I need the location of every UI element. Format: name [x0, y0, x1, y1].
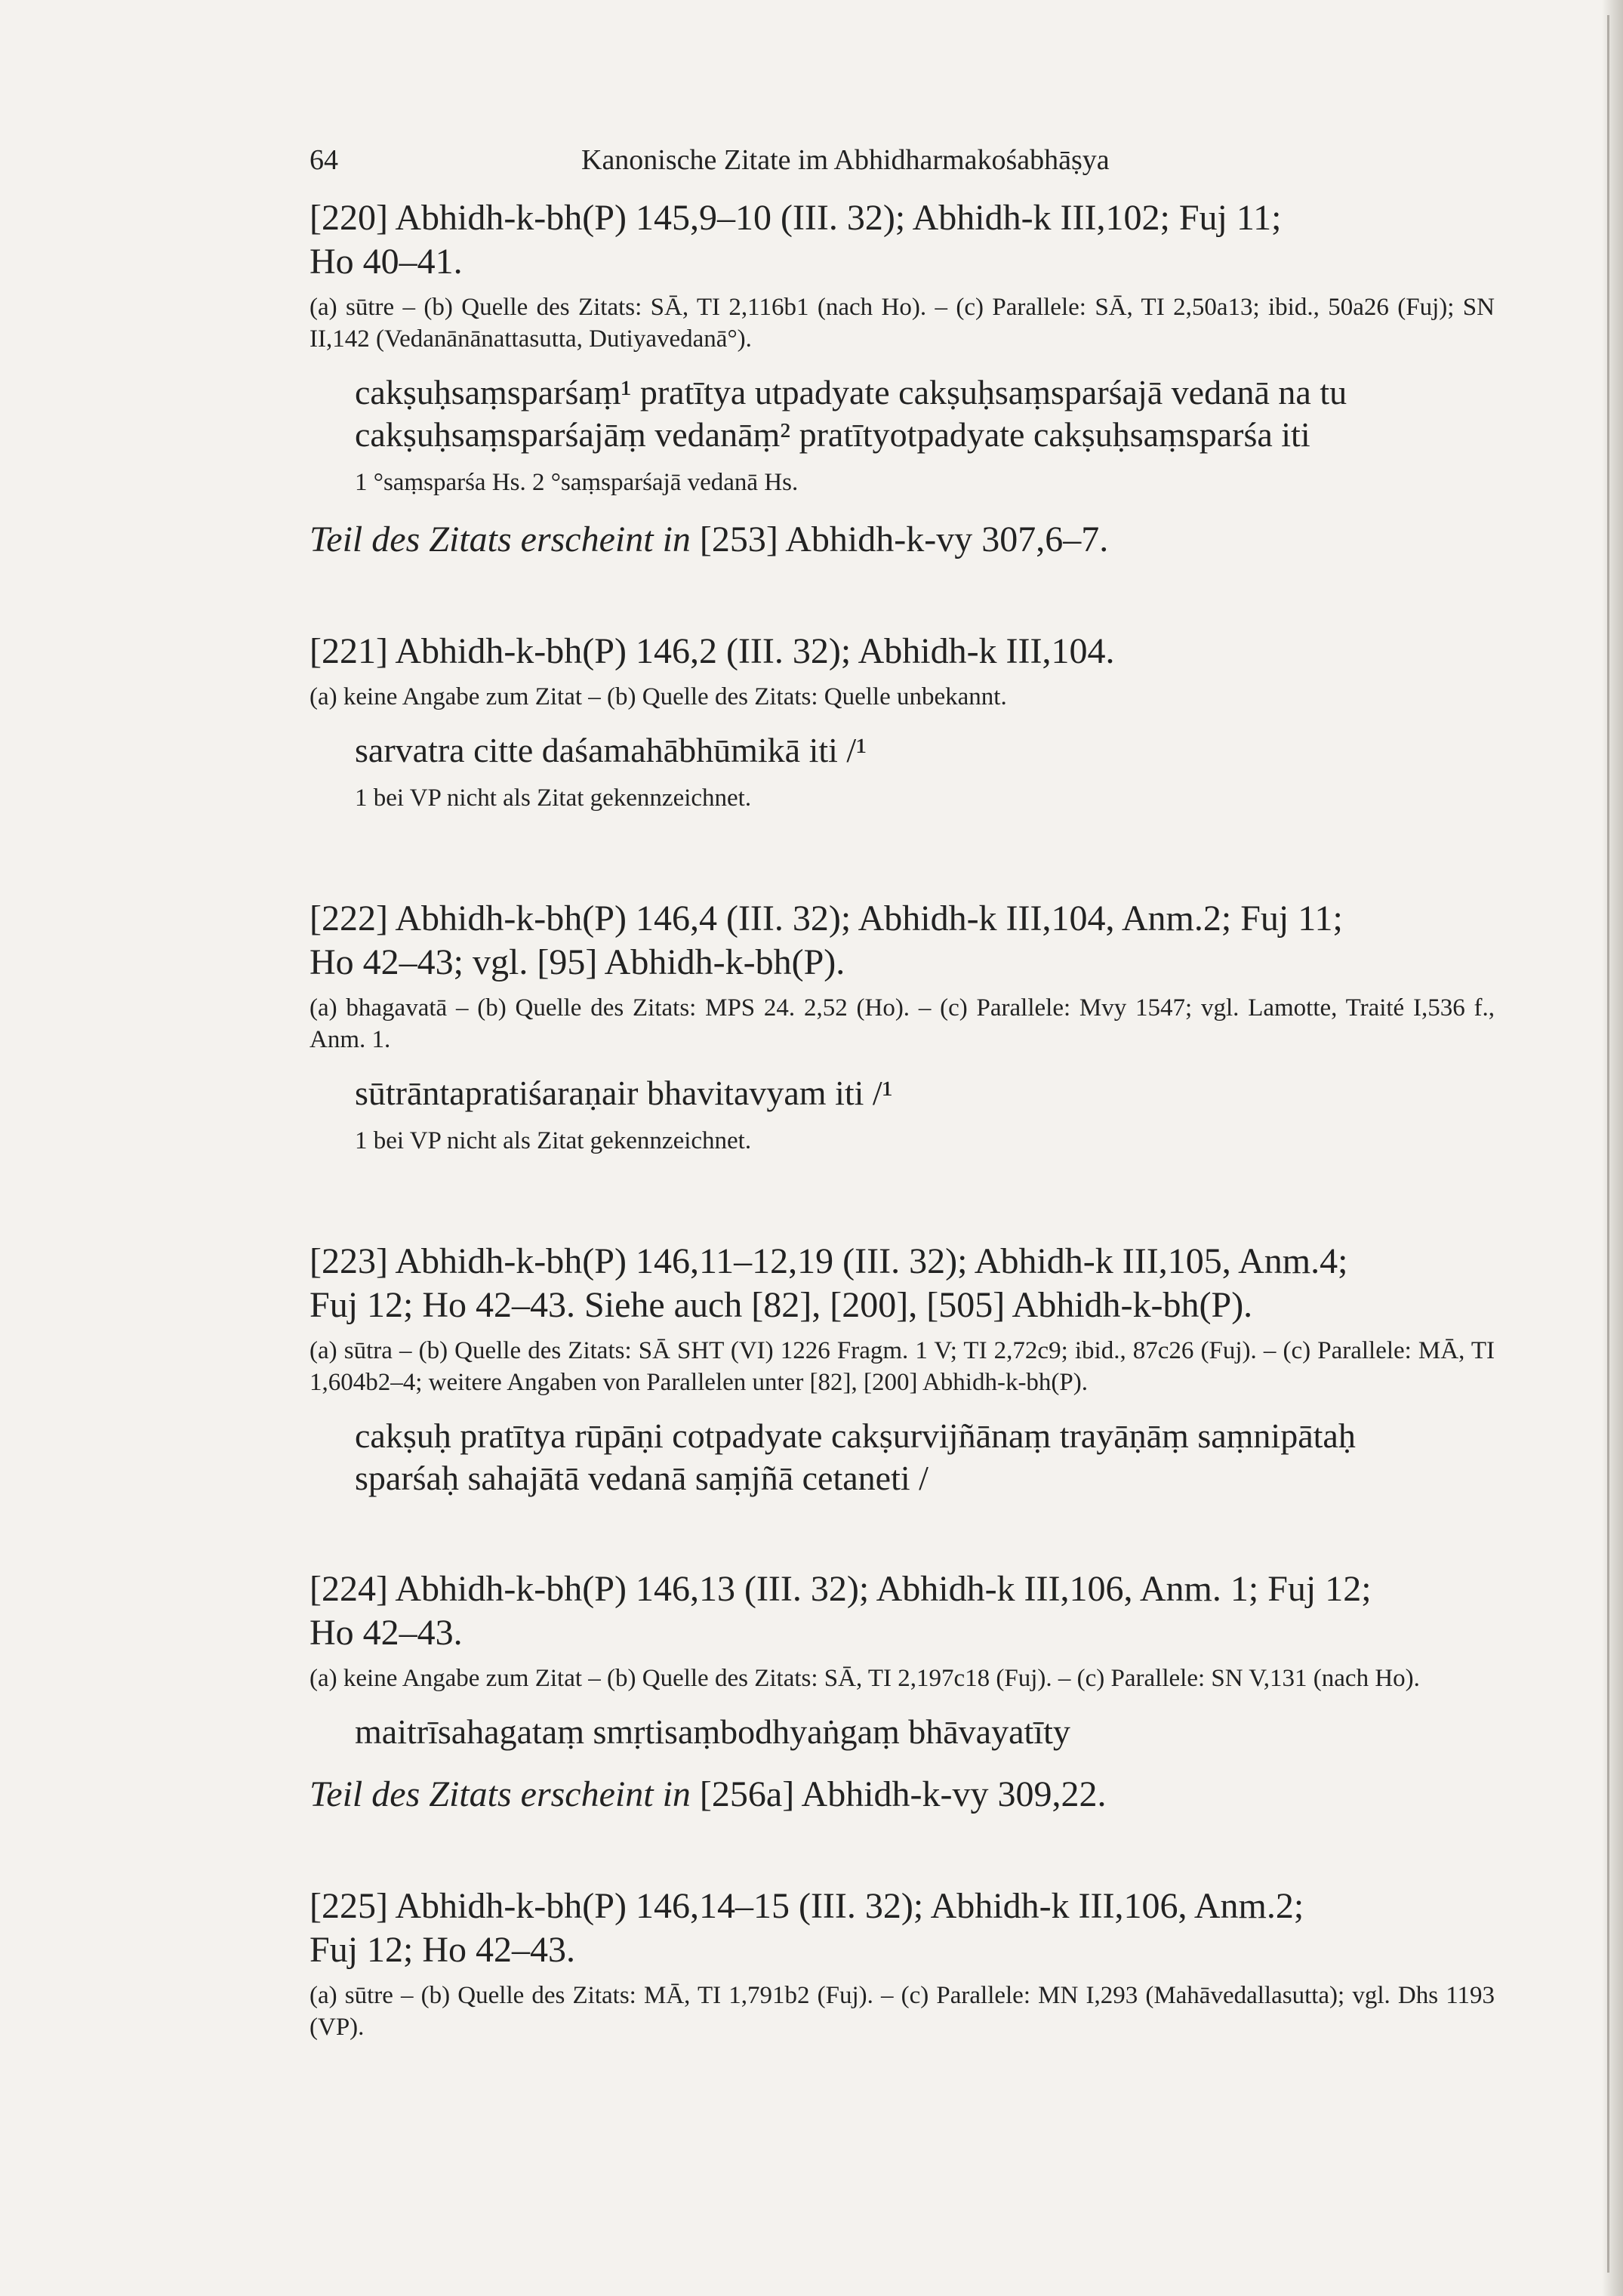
cross-reference-label: Teil des Zitats erscheint in: [310, 519, 691, 559]
page-number: 64: [310, 144, 338, 176]
quote-line: sparśaḥ sahajātā vedanā saṃjñā cetaneti /: [355, 1459, 929, 1497]
page-body: [310, 143, 1495, 2111]
cross-reference-label: Teil des Zitats erscheint in: [310, 1774, 691, 1814]
sanskrit-quote: [310, 1711, 1495, 1753]
heading-line: [222] Abhidh-k-bh(P) 146,4 (III. 32); Abhidh-k III,104, Anm.2; Fuj 11;: [310, 898, 1343, 938]
entry-heading: [310, 630, 1495, 673]
entry-223: [310, 1240, 1495, 1499]
quote-line: cakṣuḥsaṃsparśajāṃ vedanāṃ² pratītyotpadyate cakṣuḥsaṃsparśa iti: [355, 415, 1310, 454]
cross-reference: [310, 1773, 1495, 1817]
quote-line: maitrīsahagataṃ smṛtisaṃbodhyaṅgaṃ bhāvayatīty: [355, 1712, 1070, 1751]
heading-line: [224] Abhidh-k-bh(P) 146,13 (III. 32); Abhidh-k III,106, Anm. 1; Fuj 12;: [310, 1569, 1372, 1609]
heading-line: [221] Abhidh-k-bh(P) 146,2 (III. 32); Abhidh-k III,104.: [310, 631, 1115, 671]
running-title: Kanonische Zitate im Abhidharmakośabhāṣya: [581, 144, 1110, 176]
entry-224: [310, 1567, 1495, 1817]
footnote: 1 °saṃsparśa Hs. 2 °saṃsparśajā vedanā Hs.: [355, 469, 799, 496]
quote-line: sūtrāntapratiśaraṇair bhavitavyam iti /¹: [355, 1074, 893, 1112]
quote-line: sarvatra citte daśamahābhūmikā iti /¹: [355, 731, 867, 769]
entry-heading: [310, 897, 1495, 985]
heading-line: Fuj 12; Ho 42–43.: [310, 1930, 576, 1970]
sanskrit-quote: [310, 1415, 1495, 1499]
entry-220: [310, 196, 1495, 562]
heading-line: Ho 42–43.: [310, 1613, 463, 1653]
entry-221: [310, 630, 1495, 814]
scan-edge: [1602, 0, 1623, 2296]
sanskrit-quote: [310, 729, 1495, 772]
entry-heading: [310, 1240, 1495, 1327]
heading-line: [220] Abhidh-k-bh(P) 145,9–10 (III. 32); Abhidh-k III,102; Fuj 11;: [310, 198, 1282, 238]
cross-reference-target: [253] Abhidh-k-vy 307,6–7.: [699, 519, 1109, 559]
sanskrit-quote: [310, 1072, 1495, 1114]
scan-binding-line: [1607, 15, 1609, 2273]
entry-notes: (a) bhagavatā – (b) Quelle des Zitats: MPS 24. 2,52 (Ho). – (c) Parallele: Mvy 1547; vgl. Lamotte, Traité I,536 f., Anm. 1.: [310, 994, 1495, 1053]
heading-line: Ho 40–41.: [310, 242, 463, 282]
entry-notes: (a) keine Angabe zum Zitat – (b) Quelle des Zitats: Quelle unbekannt.: [310, 683, 1007, 710]
heading-line: [225] Abhidh-k-bh(P) 146,14–15 (III. 32); Abhidh-k III,106, Anm.2;: [310, 1886, 1304, 1926]
heading-line: Ho 42–43; vgl. [95] Abhidh-k-bh(P).: [310, 942, 845, 982]
quote-line: cakṣuḥ pratītya rūpāṇi cotpadyate cakṣurvijñānaṃ trayāṇāṃ saṃnipātaḥ: [355, 1416, 1356, 1455]
entry-notes: (a) sūtre – (b) Quelle des Zitats: SĀ, TI 2,116b1 (nach Ho). – (c) Parallele: SĀ, TI 2,50a13; ibid., 50a26 (Fuj); SN II,142 (Vedanānānattasutta, Dutiyavedanā°).: [310, 294, 1495, 353]
entry-notes: (a) keine Angabe zum Zitat – (b) Quelle des Zitats: SĀ, TI 2,197c18 (Fuj). – (c) Parallele: SN V,131 (nach Ho).: [310, 1665, 1420, 1692]
cross-reference: [310, 518, 1495, 562]
sanskrit-quote: [310, 371, 1495, 456]
entry-notes: (a) sūtre – (b) Quelle des Zitats: MĀ, TI 1,791b2 (Fuj). – (c) Parallele: MN I,293 (Mahāvedallasutta); vgl. Dhs 1193 (VP).: [310, 1982, 1495, 2041]
cross-reference-target: [256a] Abhidh-k-vy 309,22.: [699, 1774, 1107, 1814]
entry-heading: [310, 1885, 1495, 1972]
footnote: 1 bei VP nicht als Zitat gekennzeichnet.: [355, 784, 752, 812]
heading-line: Fuj 12; Ho 42–43. Siehe auch [82], [200], [505] Abhidh-k-bh(P).: [310, 1285, 1253, 1325]
heading-line: [223] Abhidh-k-bh(P) 146,11–12,19 (III. 32); Abhidh-k III,105, Anm.4;: [310, 1241, 1348, 1281]
footnote: 1 bei VP nicht als Zitat gekennzeichnet.: [355, 1127, 752, 1154]
entry-222: [310, 897, 1495, 1157]
entry-heading: [310, 196, 1495, 284]
entry-225: [310, 1885, 1495, 2043]
quote-line: cakṣuḥsaṃsparśaṃ¹ pratītya utpadyate cakṣuḥsaṃsparśajā vedanā na tu: [355, 373, 1347, 411]
entry-notes: (a) sūtra – (b) Quelle des Zitats: SĀ SHT (VI) 1226 Fragm. 1 V; TI 2,72c9; ibid., 87c26 (Fuj). – (c) Parallele: MĀ, TI 1,604b2–4; weitere Angaben von Parallelen unter [82], [200] Abhidh-k-bh(P).: [310, 1337, 1495, 1396]
entry-heading: [310, 1567, 1495, 1655]
running-header: [310, 143, 1495, 196]
